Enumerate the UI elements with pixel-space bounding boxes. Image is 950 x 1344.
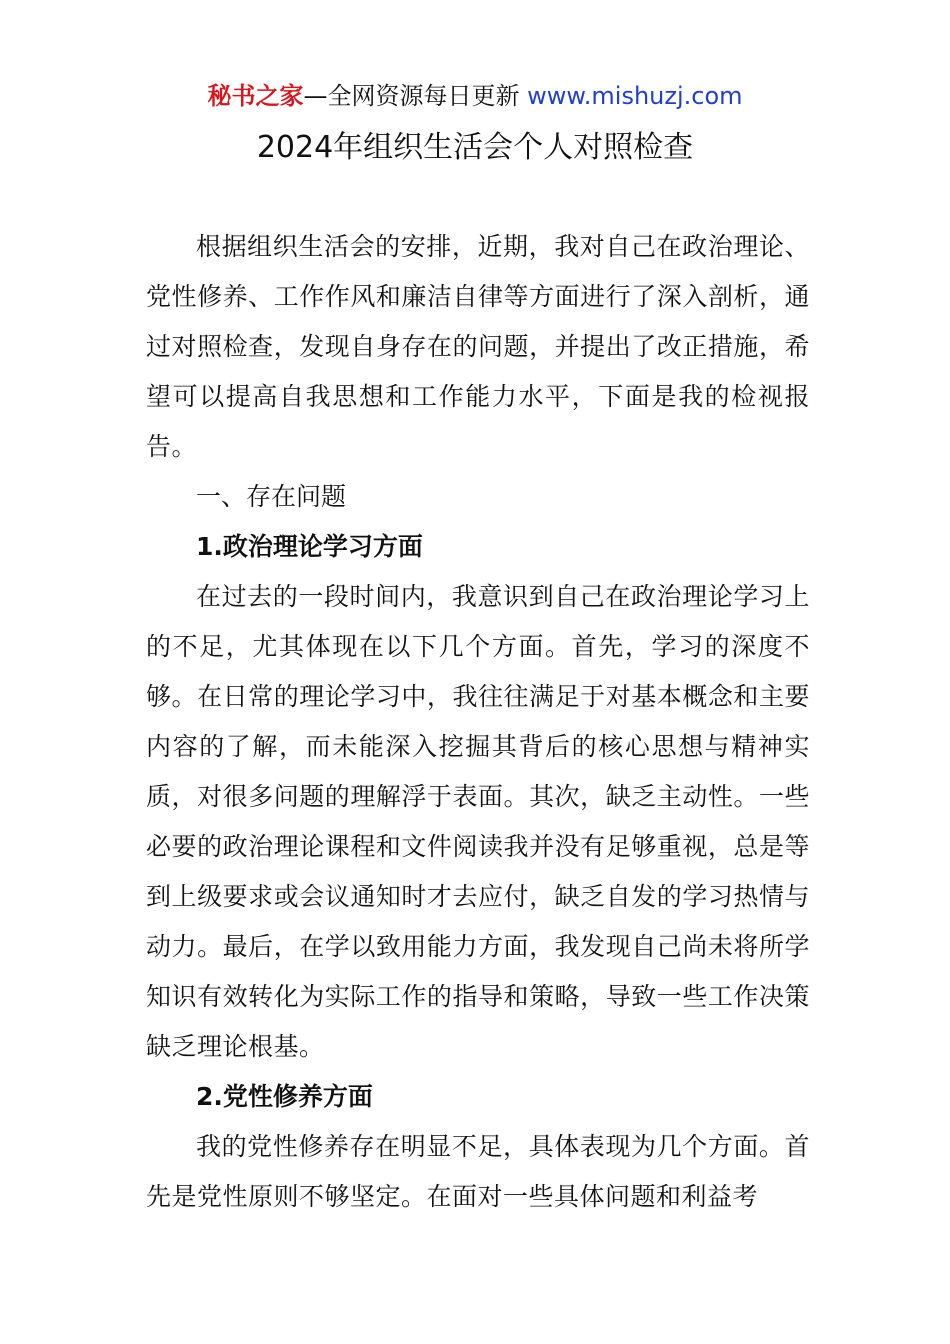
header-tagline: —全网资源每日更新 (303, 82, 520, 110)
site-header (0, 80, 950, 112)
intro-paragraph: 根据组织生活会的安排，近期，我对自己在政治理论、党性修养、工作作风和廉洁自律等方面进行了深入剖析，通过对照检查，发现自身存在的问题，并提出了改正措施，希望可以提高自我思想和工作能力水平，下面是我的检视报告。 (146, 232, 810, 461)
document-body (146, 222, 810, 1222)
document-title: 2024年组织生活会个人对照检查 (256, 130, 694, 165)
section-heading-problems: 一、存在问题 (196, 482, 347, 511)
site-url-link[interactable]: www.mishuzj.com (527, 82, 743, 110)
subsection-heading-party-spirit: 2.党性修养方面 (196, 1082, 373, 1111)
party-spirit-paragraph: 我的党性修养存在明显不足，具体表现为几个方面。首先是党性原则不够坚定。在面对一些具体问题和利益考 (146, 1132, 810, 1211)
political-theory-paragraph: 在过去的一段时间内，我意识到自己在政治理论学习上的不足，尤其体现在以下几个方面。首先，学习的深度不够。在日常的理论学习中，我往往满足于对基本概念和主要内容的了解，而未能深入挖掘其背后的核心思想与精神实质，对很多问题的理解浮于表面。其次，缺乏主动性。一些必要的政治理论课程和文件阅读我并没有足够重视，总是等到上级要求或会议通知时才去应付，缺乏自发的学习热情与动力。最后，在学以致用能力方面，我发现自己尚未将所学知识有效转化为实际工作的指导和策略，导致一些工作决策缺乏理论根基。 (146, 582, 810, 1061)
brand-name: 秘书之家 (207, 82, 304, 110)
subsection-heading-political-theory: 1.政治理论学习方面 (196, 532, 423, 561)
